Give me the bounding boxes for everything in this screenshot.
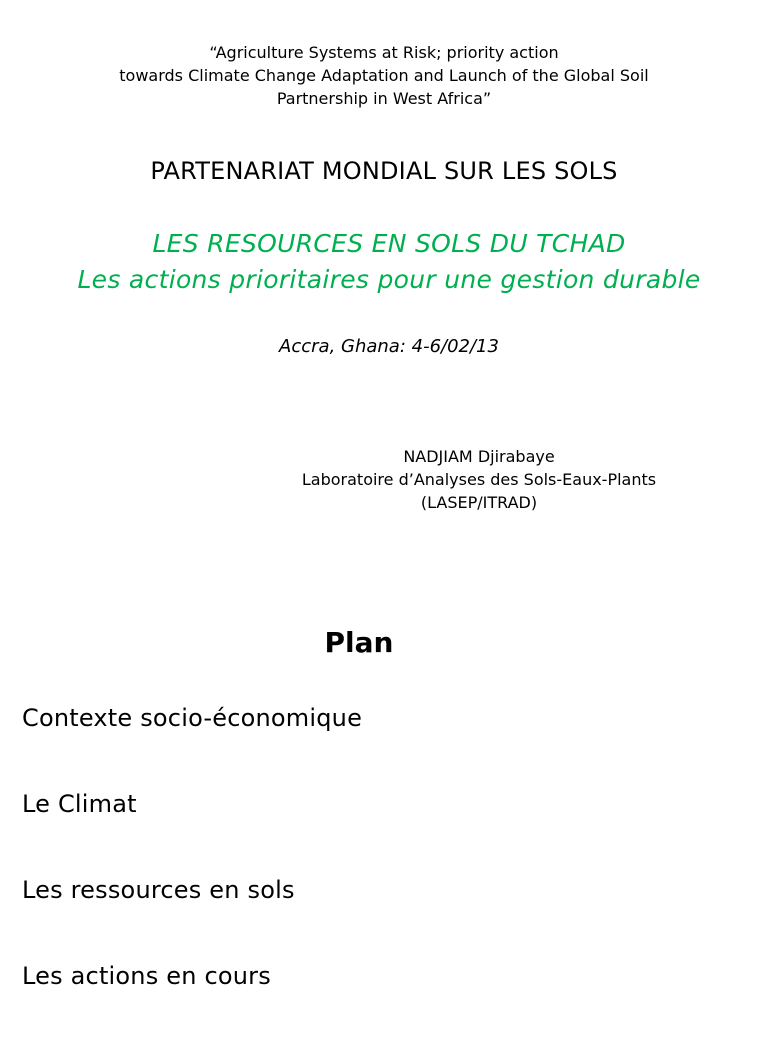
topic-title-line-2: Les actions prioritaires pour une gestion durable bbox=[77, 265, 701, 294]
plan-item: Les actions en cours bbox=[22, 962, 271, 990]
plan-heading: Plan bbox=[324, 626, 394, 659]
topic-title-line-1: LES RESOURCES EN SOLS DU TCHAD bbox=[152, 229, 626, 258]
venue-date: Accra, Ghana: 4-6/02/13 bbox=[279, 336, 499, 357]
author-lab: Laboratoire d’Analyses des Sols-Eaux-Plants bbox=[301, 470, 657, 489]
plan-item: Contexte socio-économique bbox=[22, 704, 363, 732]
conference-title-line-2: towards Climate Change Adaptation and Launch of the Global Soil bbox=[119, 66, 649, 85]
plan-item: Le Climat bbox=[22, 790, 137, 818]
plan-list bbox=[22, 700, 362, 1044]
conference-title-line-1: “Agriculture Systems at Risk; priority action bbox=[209, 43, 559, 62]
conference-title bbox=[0, 41, 768, 110]
author-acronym: (LASEP/ITRAD) bbox=[420, 493, 538, 512]
main-heading: PARTENARIAT MONDIAL SUR LES SOLS bbox=[150, 157, 618, 185]
topic-title bbox=[0, 226, 768, 298]
conference-title-line-3: Partnership in West Africa” bbox=[276, 89, 492, 108]
author-name: NADJIAM Djirabaye bbox=[403, 447, 555, 466]
author-block bbox=[264, 445, 694, 514]
plan-item: Les ressources en sols bbox=[22, 876, 295, 904]
